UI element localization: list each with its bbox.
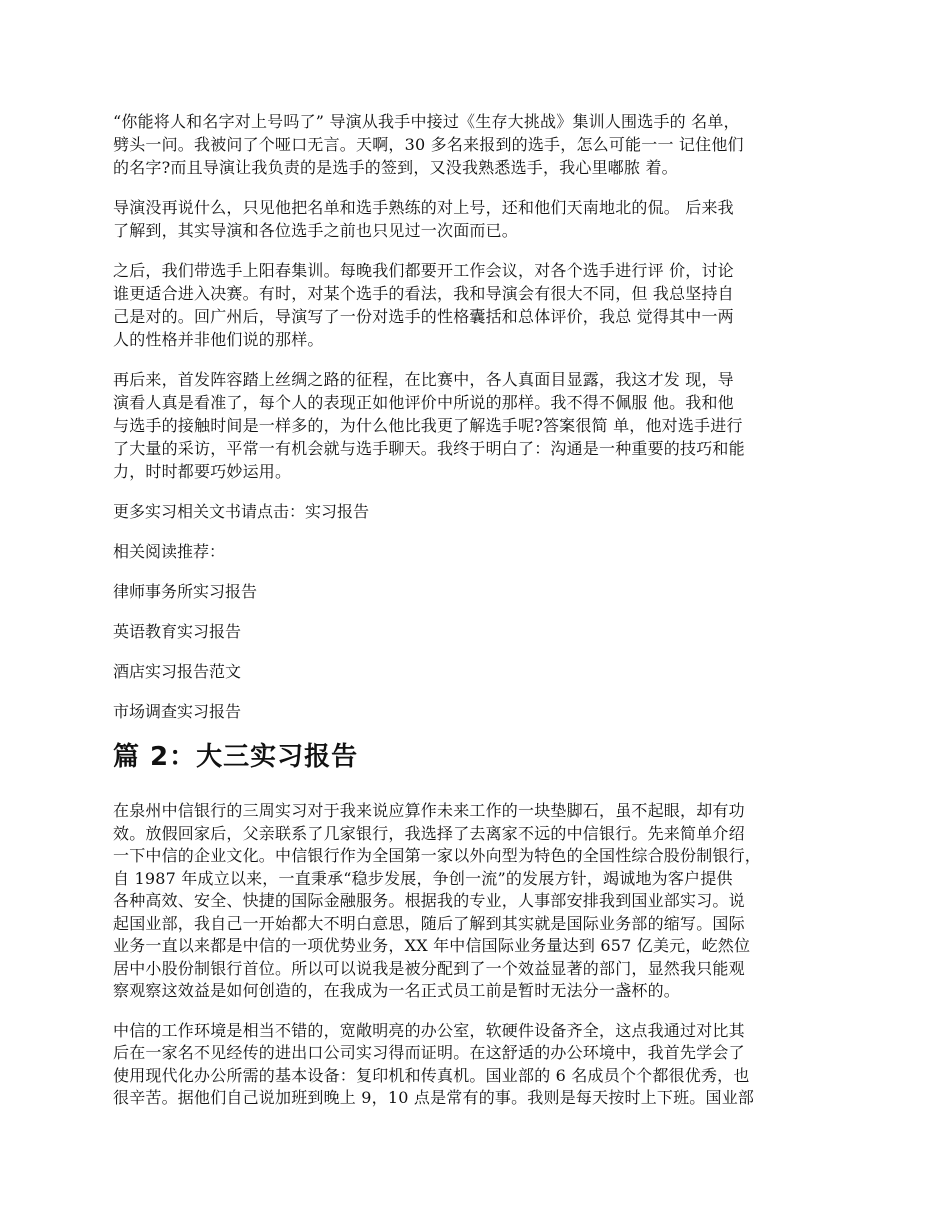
paragraph-line: 了大量的采访，平常一有机会就与选手聊天。我终于明白了：沟通是一种重要的技巧和能 (113, 439, 745, 458)
paragraph-line: 了解到，其实导演和各位选手之前也只见过一次面而已。 (113, 221, 519, 240)
paragraph (113, 196, 843, 242)
paragraph-line: 中信的工作环境是相当不错的，宽敞明亮的办公室，软硬件设备齐全，这点我通过对比其 (113, 1020, 745, 1040)
paragraph-line: 居中小股份制银行首位。所以可以说我是被分配到了一个效益显著的部门，显然我只能观 (113, 958, 745, 978)
related-link-hotel[interactable]: 酒店实习报告范文 (113, 662, 242, 681)
paragraph-line: 在泉州中信银行的三周实习对于我来说应算作未来工作的一块垫脚石，虽不起眼，却有功 (113, 801, 745, 820)
paragraph-line: 之后，我们带选手上阳春集训。每晚我们都要开工作会议，对各个选手进行评 价，讨论 (113, 261, 734, 280)
paragraph-line: 一下中信的企业文化。中信银行作为全国第一家以外向型为特色的全国性综合股份制银行， (113, 846, 762, 865)
paragraph-line: 的名字?而且导演让我负责的是选手的签到，又没我熟悉选手，我心里嘟脓 着。 (113, 158, 678, 177)
paragraph-line: 劈头一问。我被问了个哑口无言。天啊，30 多名来报到的选手，怎么可能一一 记住他们 (113, 135, 744, 154)
paragraph (113, 110, 843, 179)
paragraph-line: 力，时时都要巧妙运用。 (113, 462, 292, 481)
paragraph-line: 察观察这效益是如何创造的，在我成为一名正式员工前是暂时无法分一盏杯的。 (113, 981, 681, 1000)
more-reports-link[interactable]: 更多实习相关文书请点击：实习报告 (113, 502, 370, 521)
paragraph-line: 自 1987 年成立以来，一直秉承“稳步发展，争创一流”的发展方针，竭诚地为客户提供 (113, 868, 733, 888)
related-reading-label: 相关阅读推荐： (113, 542, 226, 561)
related-link-market-survey[interactable]: 市场调查实习报告 (113, 702, 242, 721)
paragraph-line: “你能将人和名字对上号吗了” 导演从我手中接过《生存大挑战》集训人围选手的 名单， (113, 112, 740, 131)
paragraph-line: 人的性格并非他们说的那样。 (113, 330, 324, 349)
document-page (113, 110, 843, 1127)
paragraph (113, 259, 843, 351)
paragraph-line: 谁更适合进入决赛。有时，对某个选手的看法，我和导演会有很大不同，但 我总坚持自 (113, 284, 734, 303)
paragraph-line: 效。放假回家后，父亲联系了几家银行，我选择了去离家不远的中信银行。先来简单介绍 (113, 823, 745, 843)
paragraph-line: 与选手的接触时间是一样多的，为什么他比我更了解选手呢?答案很简 单，他对选手进行 (113, 416, 743, 435)
paragraph-line: 己是对的。回广州后，导演写了一份对选手的性格囊括和总体评价，我总 觉得其中一两 (113, 307, 734, 326)
paragraph-line: 很辛苦。据他们自己说加班到晚上 9，10 点是常有的事。我则是每天按时上下班。国业部 (113, 1088, 755, 1107)
paragraph-line: 再后来，首发阵容踏上丝绸之路的征程，在比赛中，各人真面目显露，我这才发 现，导 (113, 370, 734, 389)
paragraph (113, 800, 843, 1003)
paragraph-line: 后在一家名不见经传的进出口公司实习得而证明。在这舒适的办公环境中，我首先学会了 (113, 1043, 745, 1062)
related-link-lawyer-firm[interactable]: 律师事务所实习报告 (113, 582, 258, 601)
section-heading: 篇 2：大三实习报告 (113, 742, 359, 772)
paragraph-line: 业务一直以来都是中信的一项优势业务，XX 年中信国际业务量达到 657 亿美元，屹然位 (113, 936, 751, 955)
paragraph-line: 导演没再说什么，只见他把名单和选手熟练的对上号，还和他们天南地北的侃。 后来我 (113, 198, 734, 217)
related-link-english-education[interactable]: 英语教育实习报告 (113, 622, 242, 641)
paragraph-line: 各种高效、安全、快捷的国际金融服务。根据我的专业，人事部安排我到国业部实习。说 (113, 891, 745, 910)
paragraph-line: 使用现代化办公所需的基本设备：复印机和传真机。国业部的 6 名成员个个都很优秀，也 (113, 1065, 750, 1085)
paragraph-line: 演看人真是看准了，每个人的表现正如他评价中所说的那样。我不得不佩服 他。我和他 (113, 393, 734, 412)
paragraph-line: 起国业部，我自己一开始都大不明白意思，随后了解到其实就是国际业务部的缩写。国际 (113, 913, 745, 933)
paragraph (113, 368, 843, 483)
paragraph (113, 1020, 843, 1110)
